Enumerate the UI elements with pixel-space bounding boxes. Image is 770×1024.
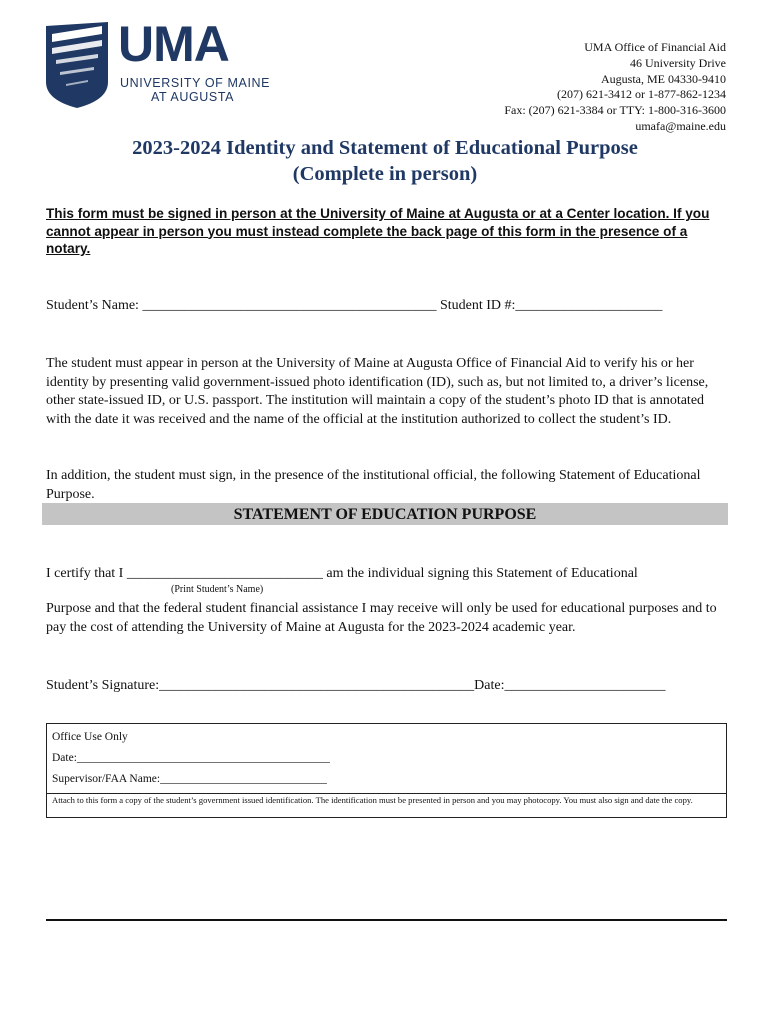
in-person-notice: This form must be signed in person at the University of Maine at Augusta or at a Center location. If you cannot appear in person you must instead complete the back page of this form in the presence of a notary. [46, 206, 710, 256]
student-info-line [46, 297, 736, 316]
statement-paragraph: In addition, the student must sign, in the presence of the institutional official, the following Statement of Educational Purpose. [46, 468, 701, 502]
signature-label: Student’s Signature: [46, 678, 160, 693]
identity-paragraph: The student must appear in person at the University of Maine at Augusta Office of Financial Aid to verify his or her identity by presenting valid government-issued photo identification (ID), such as, but not limited to, a driver’s license, other state-issued ID, or U.S. passport. The institution will maintain a copy of the student’s photo ID that is annotated with the date it was received and the name of the official at the institution authorized to collect the student’s ID. [46, 356, 709, 427]
student-id-field[interactable]: _____________________ [515, 298, 663, 313]
print-name-field[interactable]: ____________________________ [126, 566, 323, 581]
address-city: Augusta, ME 04330-9410 [601, 71, 726, 86]
form-title [0, 135, 770, 187]
student-name-field[interactable]: __________________________________________ [142, 298, 437, 313]
uma-logo [44, 16, 274, 112]
footer-divider [46, 919, 727, 921]
student-name-label: Student’s Name: [46, 298, 139, 313]
address-phone: (207) 621-3412 or 1-877-862-1234 [557, 87, 726, 102]
logo-wordmark: UMA [118, 16, 229, 72]
address-office: UMA Office of Financial Aid [584, 40, 726, 54]
signature-line [46, 677, 666, 696]
office-use-box [46, 723, 727, 793]
address-email[interactable]: umafa@maine.edu [635, 118, 726, 133]
section-heading: STATEMENT OF EDUCATION PURPOSE [42, 503, 728, 525]
attach-id-note: Attach to this form a copy of the student’s government issued identification. The identification must be presented in person and you may photocopy. You must also sign and date the copy. [46, 793, 727, 818]
office-date-row [52, 748, 721, 769]
signature-field[interactable]: _____________________________________________ [159, 678, 475, 693]
form-title-main: 2023-2024 Identity and Statement of Educational Purpose [132, 137, 638, 159]
logo-campus-line: AT AUGUSTA [151, 90, 235, 104]
form-title-sub: (Complete in person) [292, 163, 478, 185]
address-fax: Fax: (207) 621-3384 or TTY: 1-800-316-3600 [504, 103, 726, 118]
office-date-field[interactable]: ____________________________________________ [76, 752, 330, 764]
office-address [504, 40, 726, 135]
certify-continuation: Purpose and that the federal student financial assistance I may receive will only be used for educational purposes and to pay the cost of attending the University of Maine at Augusta for the 2023-2024 academic year. [46, 601, 717, 635]
uma-shield-icon [44, 20, 110, 110]
certify-line [46, 565, 638, 584]
certify-prefix: I certify that I [46, 566, 124, 581]
signature-date-label: Date: [474, 678, 505, 693]
office-date-label: Date: [52, 752, 77, 764]
logo-university-line: UNIVERSITY OF MAINE [120, 76, 271, 90]
office-supervisor-row [52, 769, 721, 790]
student-id-label: Student ID #: [439, 298, 516, 313]
address-street: 46 University Drive [630, 55, 726, 70]
print-name-caption: (Print Student’s Name) [171, 584, 264, 595]
office-use-heading: Office Use Only [52, 731, 128, 743]
supervisor-field[interactable]: _____________________________ [160, 773, 327, 785]
signature-date-field[interactable]: _______________________ [504, 678, 666, 693]
certify-suffix: am the individual signing this Statement of Educational [326, 566, 638, 581]
supervisor-label: Supervisor/FAA Name: [52, 773, 161, 785]
